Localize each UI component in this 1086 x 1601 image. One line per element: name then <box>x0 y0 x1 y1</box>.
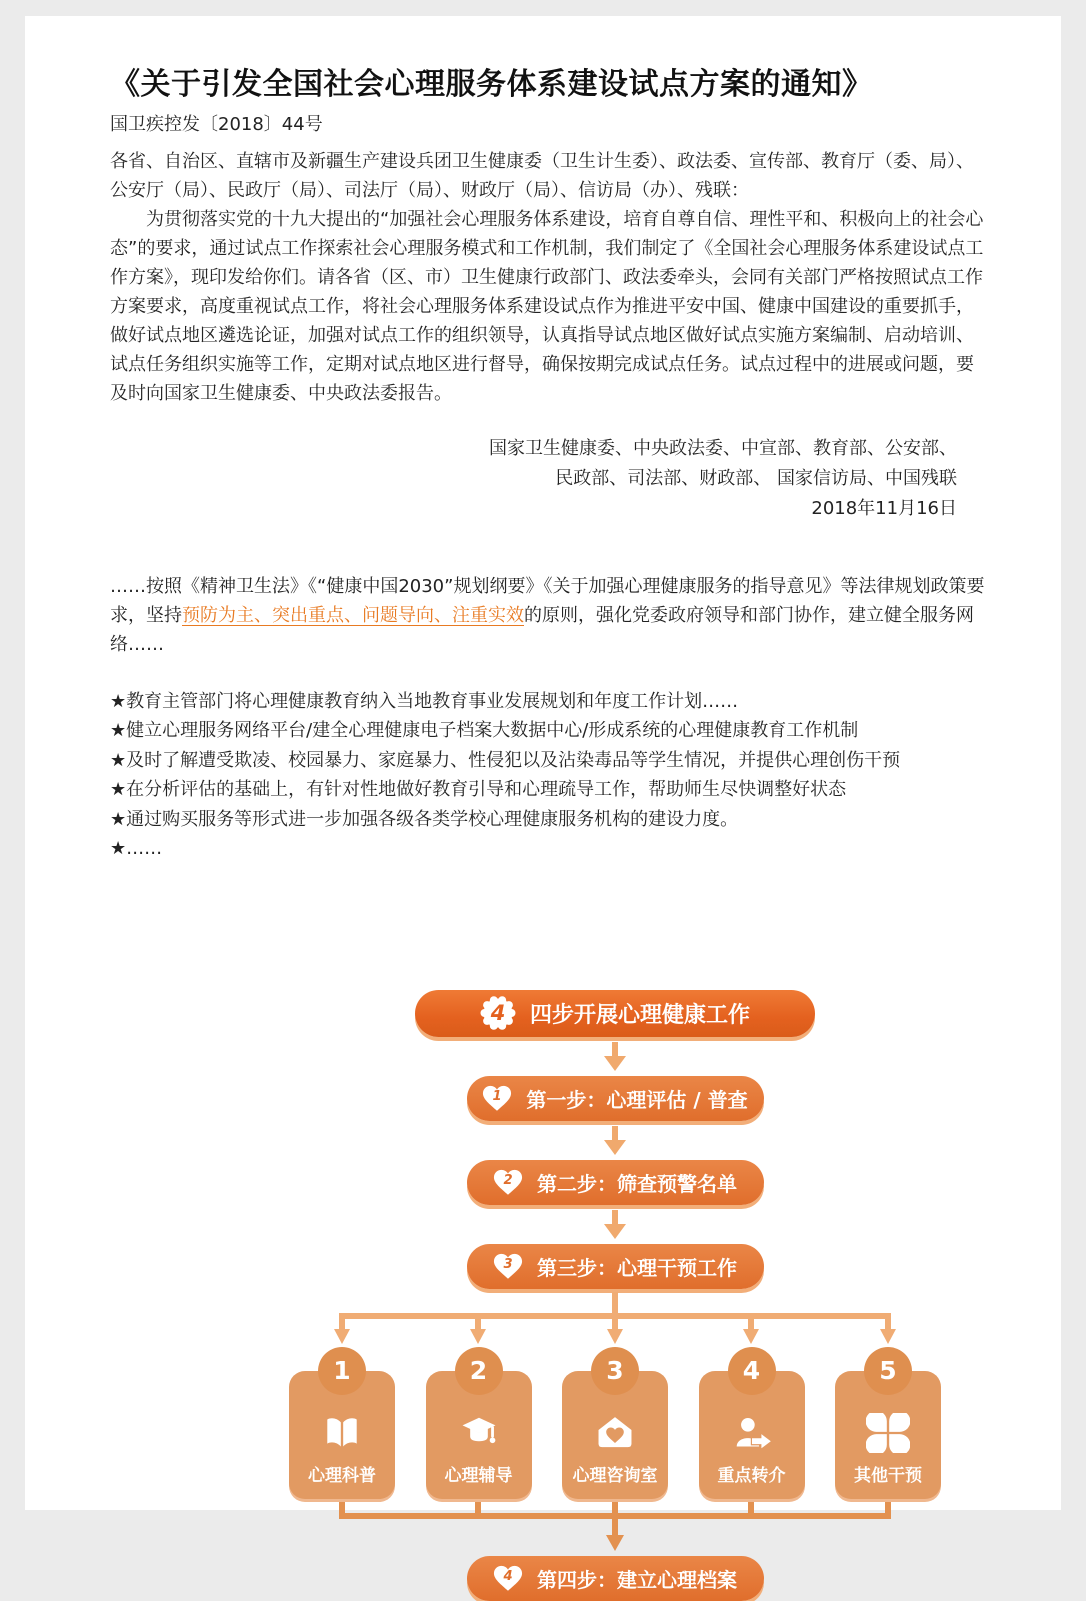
down-arrow-icon <box>603 1126 627 1156</box>
flow-step-label: 第三步：心理干预工作 <box>537 1255 737 1280</box>
flow-step-1-pill <box>467 1076 764 1121</box>
branch-box-referral <box>699 1356 805 1499</box>
branch-label: 重点转介 <box>717 1465 786 1486</box>
bullet-item: ★…… <box>110 838 163 859</box>
clover-icon <box>866 1407 910 1459</box>
branch-label: 其他干预 <box>854 1465 922 1486</box>
flow-step-label: 第四步：建立心理档案 <box>537 1567 737 1592</box>
policy-prefix: ……按照《精神卫生法》《“健康中国2030”规划纲要》《关于加强心理健康服务的指导意见》等法律规划政策要求，坚持 <box>110 575 985 626</box>
heart-badge-icon <box>493 1169 523 1196</box>
branch-box-science <box>289 1356 395 1499</box>
graduation-cap-icon <box>457 1407 501 1459</box>
branch-row <box>285 1347 945 1499</box>
signature-line-1: 国家卫生健康委、中央政法委、中宣部、教育部、公安部、 <box>489 437 957 459</box>
bullet-item: ★在分析评估的基础上，有针对性地做好教育引导和心理疏导工作，帮助师生尽快调整好状态 <box>110 779 847 800</box>
document-page <box>25 16 1061 1592</box>
bullet-list <box>110 687 985 864</box>
flow-step-label: 第一步：心理评估 / 普查 <box>526 1087 748 1112</box>
body-paragraph: 为贯彻落实党的十九大提出的“加强社会心理服务体系建设，培育自尊自信、理性平和、积极向上的社会心态”的要求，通过试点工作探索社会心理服务模式和工作机制，我们制定了《全国社会心理服务体系建设试点工作方案》，现印发给你们。请各省（区、市）卫生健康行政部门、政法委牵头，会同有关部门严格按照试点工作方案要求，高度重视试点工作，将社会心理服务体系建设试点作为推进平安中国、健康中国建设的重要抓手，做好试点地区遴选论证，加强对试点工作的组织领导，认真指导试点地区做好试点实施方案编制、启动培训、试点任务组织实施等工作，定期对试点地区进行督导，确保按期完成试点任务。试点过程中的进展或问题，要及时向国家卫生健康委、中央政法委报告。 <box>110 208 984 404</box>
flow-header-label: 四步开展心理健康工作 <box>529 1002 750 1028</box>
branch-label: 心理咨询室 <box>572 1465 658 1486</box>
doc-number: 国卫疾控发〔2018〕44号 <box>110 113 323 135</box>
flow-step-4-pill <box>467 1556 764 1601</box>
branch-connector-top <box>285 1292 945 1349</box>
bullet-item: ★教育主管部门将心理健康教育纳入当地教育事业发展规划和年度工作计划…… <box>110 690 739 712</box>
bullet-item: ★及时了解遭受欺凌、校园暴力、家庭暴力、性侵犯以及沾染毒品等学生情况，并提供心理创伤干预 <box>110 749 901 771</box>
branch-number: 5 <box>864 1347 912 1395</box>
svg-text:2: 2 <box>503 1172 513 1188</box>
flow-step-3-pill <box>467 1244 764 1289</box>
branch-label: 心理科普 <box>308 1465 376 1486</box>
policy-suffix: 的原则，强化党委政府领导和部门协作，建立健全服务网络…… <box>110 604 974 655</box>
flow-step-label: 第二步：筛查预警名单 <box>537 1171 737 1196</box>
signature-block <box>110 434 985 524</box>
flow-header-pill <box>415 990 815 1037</box>
page-title: 《关于引发全国社会心理服务体系建设试点方案的通知》 <box>110 67 873 102</box>
signature-line-2: 民政部、司法部、财政部、 国家信访局、中国残联 <box>555 467 957 489</box>
recipients-paragraph: 各省、自治区、直辖市及新疆生产建设兵团卫生健康委（卫生计生委）、政法委、宣传部、教育厅（委、局）、公安厅（局）、民政厅（局）、司法厅（局）、财政厅（局）、信访局（办）、残联： <box>110 150 974 201</box>
heart-badge-icon <box>482 1085 512 1112</box>
svg-text:4: 4 <box>490 1001 506 1025</box>
policy-paragraph <box>110 572 985 659</box>
branch-box-other <box>835 1356 941 1499</box>
heart-badge-icon <box>493 1565 523 1592</box>
svg-text:4: 4 <box>503 1568 513 1584</box>
down-arrow-icon <box>603 1210 627 1240</box>
branch-number: 2 <box>455 1347 503 1395</box>
branch-number: 4 <box>728 1347 776 1395</box>
flow-step-2-pill <box>467 1160 764 1205</box>
bullet-item: ★通过购买服务等形式进一步加强各级各类学校心理健康服务机构的建设力度。 <box>110 808 739 830</box>
svg-text:3: 3 <box>503 1256 513 1272</box>
book-icon <box>320 1407 364 1459</box>
svg-text:1: 1 <box>492 1088 502 1104</box>
house-heart-icon <box>593 1407 637 1459</box>
branch-box-counseling-room <box>562 1356 668 1499</box>
branch-label: 心理辅导 <box>444 1465 513 1486</box>
seal-badge-icon <box>480 995 516 1031</box>
branch-number: 1 <box>318 1347 366 1395</box>
heart-badge-icon <box>493 1253 523 1280</box>
branch-number: 3 <box>591 1347 639 1395</box>
branch-box-counseling <box>426 1356 532 1499</box>
person-arrow-icon <box>730 1407 774 1459</box>
flowchart <box>285 990 945 1601</box>
policy-highlight: 预防为主、突出重点、问题导向、注重实效 <box>182 604 524 626</box>
down-arrow-icon <box>603 1042 627 1072</box>
signature-date: 2018年11月16日 <box>811 497 957 519</box>
bullet-item: ★健立心理服务网络平台/建全心理健康电子档案大数据中心/形成系统的心理健康教育工作机制 <box>110 720 859 741</box>
